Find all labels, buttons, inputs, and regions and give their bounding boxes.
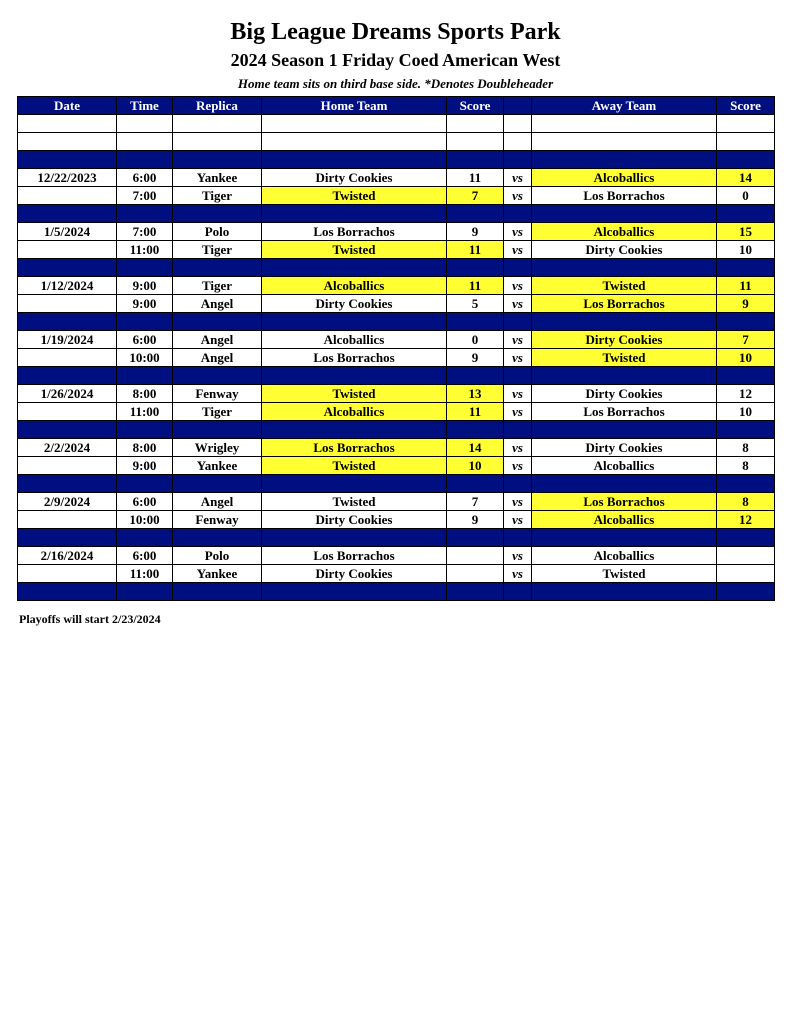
table-row xyxy=(18,439,775,457)
vs-label: vs xyxy=(504,169,532,187)
game-replica: Wrigley xyxy=(173,439,262,457)
away-team: Los Borrachos xyxy=(532,187,717,205)
away-team: Twisted xyxy=(532,565,717,583)
vs-label: vs xyxy=(504,187,532,205)
away-score: 0 xyxy=(717,187,775,205)
home-score: 9 xyxy=(447,349,504,367)
home-score: 7 xyxy=(447,187,504,205)
game-date: 2/2/2024 xyxy=(18,439,117,457)
game-replica: Tiger xyxy=(173,241,262,259)
table-row xyxy=(18,511,775,529)
table-row xyxy=(18,187,775,205)
away-team: Dirty Cookies xyxy=(532,439,717,457)
game-date xyxy=(18,457,117,475)
game-date xyxy=(18,295,117,313)
away-score xyxy=(717,547,775,565)
game-time: 6:00 xyxy=(117,331,173,349)
away-score: 10 xyxy=(717,349,775,367)
home-score: 10 xyxy=(447,457,504,475)
vs-label: vs xyxy=(504,331,532,349)
game-time: 6:00 xyxy=(117,547,173,565)
column-header-date: Date xyxy=(18,97,117,115)
table-row xyxy=(18,349,775,367)
home-team: Twisted xyxy=(262,187,447,205)
table-row xyxy=(18,241,775,259)
page-subtitle: 2024 Season 1 Friday Coed American West xyxy=(230,50,561,70)
vs-label: vs xyxy=(504,457,532,475)
game-replica: Angel xyxy=(173,493,262,511)
away-score: 10 xyxy=(717,403,775,421)
home-team: Los Borrachos xyxy=(262,439,447,457)
home-team: Alcoballics xyxy=(262,403,447,421)
away-team: Alcoballics xyxy=(532,547,717,565)
game-time: 9:00 xyxy=(117,457,173,475)
home-score: 14 xyxy=(447,439,504,457)
vs-label: vs xyxy=(504,277,532,295)
home-score: 0 xyxy=(447,331,504,349)
game-replica: Yankee xyxy=(173,457,262,475)
away-team: Dirty Cookies xyxy=(532,385,717,403)
game-date xyxy=(18,403,117,421)
away-score: 11 xyxy=(717,277,775,295)
away-score: 12 xyxy=(717,511,775,529)
game-replica: Fenway xyxy=(173,385,262,403)
schedule-body xyxy=(18,115,775,601)
game-time: 7:00 xyxy=(117,223,173,241)
home-team: Dirty Cookies xyxy=(262,511,447,529)
separator-row xyxy=(18,583,775,601)
table-row xyxy=(18,403,775,421)
home-team: Dirty Cookies xyxy=(262,565,447,583)
vs-label: vs xyxy=(504,295,532,313)
game-date xyxy=(18,565,117,583)
column-header-vs xyxy=(504,97,532,115)
away-team: Alcoballics xyxy=(532,457,717,475)
vs-label: vs xyxy=(504,565,532,583)
table-row xyxy=(18,385,775,403)
game-time: 11:00 xyxy=(117,403,173,421)
away-score: 8 xyxy=(717,439,775,457)
away-score: 10 xyxy=(717,241,775,259)
game-time: 8:00 xyxy=(117,439,173,457)
home-team: Twisted xyxy=(262,457,447,475)
game-time: 8:00 xyxy=(117,385,173,403)
home-score: 13 xyxy=(447,385,504,403)
home-team: Alcoballics xyxy=(262,277,447,295)
separator-row xyxy=(18,313,775,331)
game-time: 6:00 xyxy=(117,493,173,511)
table-row xyxy=(18,493,775,511)
away-score: 7 xyxy=(717,331,775,349)
away-score: 14 xyxy=(717,169,775,187)
game-date xyxy=(18,241,117,259)
game-replica: Polo xyxy=(173,223,262,241)
away-team: Dirty Cookies xyxy=(532,331,717,349)
game-replica: Yankee xyxy=(173,169,262,187)
away-team: Los Borrachos xyxy=(532,403,717,421)
page-title: Big League Dreams Sports Park xyxy=(230,19,561,45)
table-row xyxy=(18,547,775,565)
home-team: Los Borrachos xyxy=(262,349,447,367)
table-row xyxy=(18,565,775,583)
home-team: Dirty Cookies xyxy=(262,169,447,187)
away-score: 12 xyxy=(717,385,775,403)
blank-row xyxy=(18,133,775,151)
game-date xyxy=(18,511,117,529)
away-team: Twisted xyxy=(532,349,717,367)
vs-label: vs xyxy=(504,511,532,529)
separator-row xyxy=(18,259,775,277)
game-date xyxy=(18,349,117,367)
vs-label: vs xyxy=(504,349,532,367)
home-score: 11 xyxy=(447,241,504,259)
game-time: 9:00 xyxy=(117,277,173,295)
home-team: Dirty Cookies xyxy=(262,295,447,313)
vs-label: vs xyxy=(504,241,532,259)
schedule-table xyxy=(17,96,775,601)
home-team: Los Borrachos xyxy=(262,223,447,241)
home-team: Twisted xyxy=(262,385,447,403)
column-header-home-team: Home Team xyxy=(262,97,447,115)
separator-row xyxy=(18,205,775,223)
table-header-row xyxy=(18,97,775,115)
game-replica: Tiger xyxy=(173,403,262,421)
vs-label: vs xyxy=(504,493,532,511)
vs-label: vs xyxy=(504,385,532,403)
away-team: Twisted xyxy=(532,277,717,295)
away-score: 15 xyxy=(717,223,775,241)
vs-label: vs xyxy=(504,403,532,421)
game-time: 10:00 xyxy=(117,349,173,367)
game-replica: Yankee xyxy=(173,565,262,583)
separator-row xyxy=(18,151,775,169)
home-team: Twisted xyxy=(262,493,447,511)
game-replica: Polo xyxy=(173,547,262,565)
game-date xyxy=(18,187,117,205)
game-replica: Angel xyxy=(173,331,262,349)
game-time: 7:00 xyxy=(117,187,173,205)
home-score xyxy=(447,547,504,565)
home-team: Twisted xyxy=(262,241,447,259)
column-header-away-score: Score xyxy=(717,97,775,115)
table-row xyxy=(18,457,775,475)
game-date: 1/5/2024 xyxy=(18,223,117,241)
column-header-replica: Replica xyxy=(173,97,262,115)
separator-row xyxy=(18,475,775,493)
game-time: 9:00 xyxy=(117,295,173,313)
home-score: 11 xyxy=(447,169,504,187)
vs-label: vs xyxy=(504,223,532,241)
column-header-home-score: Score xyxy=(447,97,504,115)
away-team: Alcoballics xyxy=(532,223,717,241)
home-score: 11 xyxy=(447,277,504,295)
home-score xyxy=(447,565,504,583)
separator-row xyxy=(18,421,775,439)
table-row xyxy=(18,223,775,241)
game-time: 11:00 xyxy=(117,565,173,583)
game-date: 1/12/2024 xyxy=(18,277,117,295)
table-row xyxy=(18,277,775,295)
home-score: 5 xyxy=(447,295,504,313)
home-score: 9 xyxy=(447,511,504,529)
game-time: 10:00 xyxy=(117,511,173,529)
game-replica: Fenway xyxy=(173,511,262,529)
game-replica: Angel xyxy=(173,295,262,313)
away-team: Alcoballics xyxy=(532,511,717,529)
vs-label: vs xyxy=(504,439,532,457)
game-date: 1/26/2024 xyxy=(18,385,117,403)
column-header-away-team: Away Team xyxy=(532,97,717,115)
away-team: Los Borrachos xyxy=(532,295,717,313)
away-score: 8 xyxy=(717,457,775,475)
away-team: Alcoballics xyxy=(532,169,717,187)
away-score xyxy=(717,565,775,583)
game-date: 2/16/2024 xyxy=(18,547,117,565)
table-row xyxy=(18,331,775,349)
game-replica: Tiger xyxy=(173,187,262,205)
column-header-time: Time xyxy=(117,97,173,115)
away-team: Los Borrachos xyxy=(532,493,717,511)
game-date: 1/19/2024 xyxy=(18,331,117,349)
home-score: 11 xyxy=(447,403,504,421)
game-date: 12/22/2023 xyxy=(18,169,117,187)
home-score: 7 xyxy=(447,493,504,511)
table-row xyxy=(18,169,775,187)
home-score: 9 xyxy=(447,223,504,241)
playoffs-note: Playoffs will start 2/23/2024 xyxy=(19,612,161,626)
blank-row xyxy=(18,115,775,133)
table-row xyxy=(18,295,775,313)
game-replica: Angel xyxy=(173,349,262,367)
home-team: Los Borrachos xyxy=(262,547,447,565)
away-score: 8 xyxy=(717,493,775,511)
away-team: Dirty Cookies xyxy=(532,241,717,259)
game-time: 6:00 xyxy=(117,169,173,187)
schedule-note: Home team sits on third base side. *Denotes Doubleheader xyxy=(237,76,554,91)
game-time: 11:00 xyxy=(117,241,173,259)
home-team: Alcoballics xyxy=(262,331,447,349)
away-score: 9 xyxy=(717,295,775,313)
game-replica: Tiger xyxy=(173,277,262,295)
separator-row xyxy=(18,529,775,547)
vs-label: vs xyxy=(504,547,532,565)
game-date: 2/9/2024 xyxy=(18,493,117,511)
separator-row xyxy=(18,367,775,385)
